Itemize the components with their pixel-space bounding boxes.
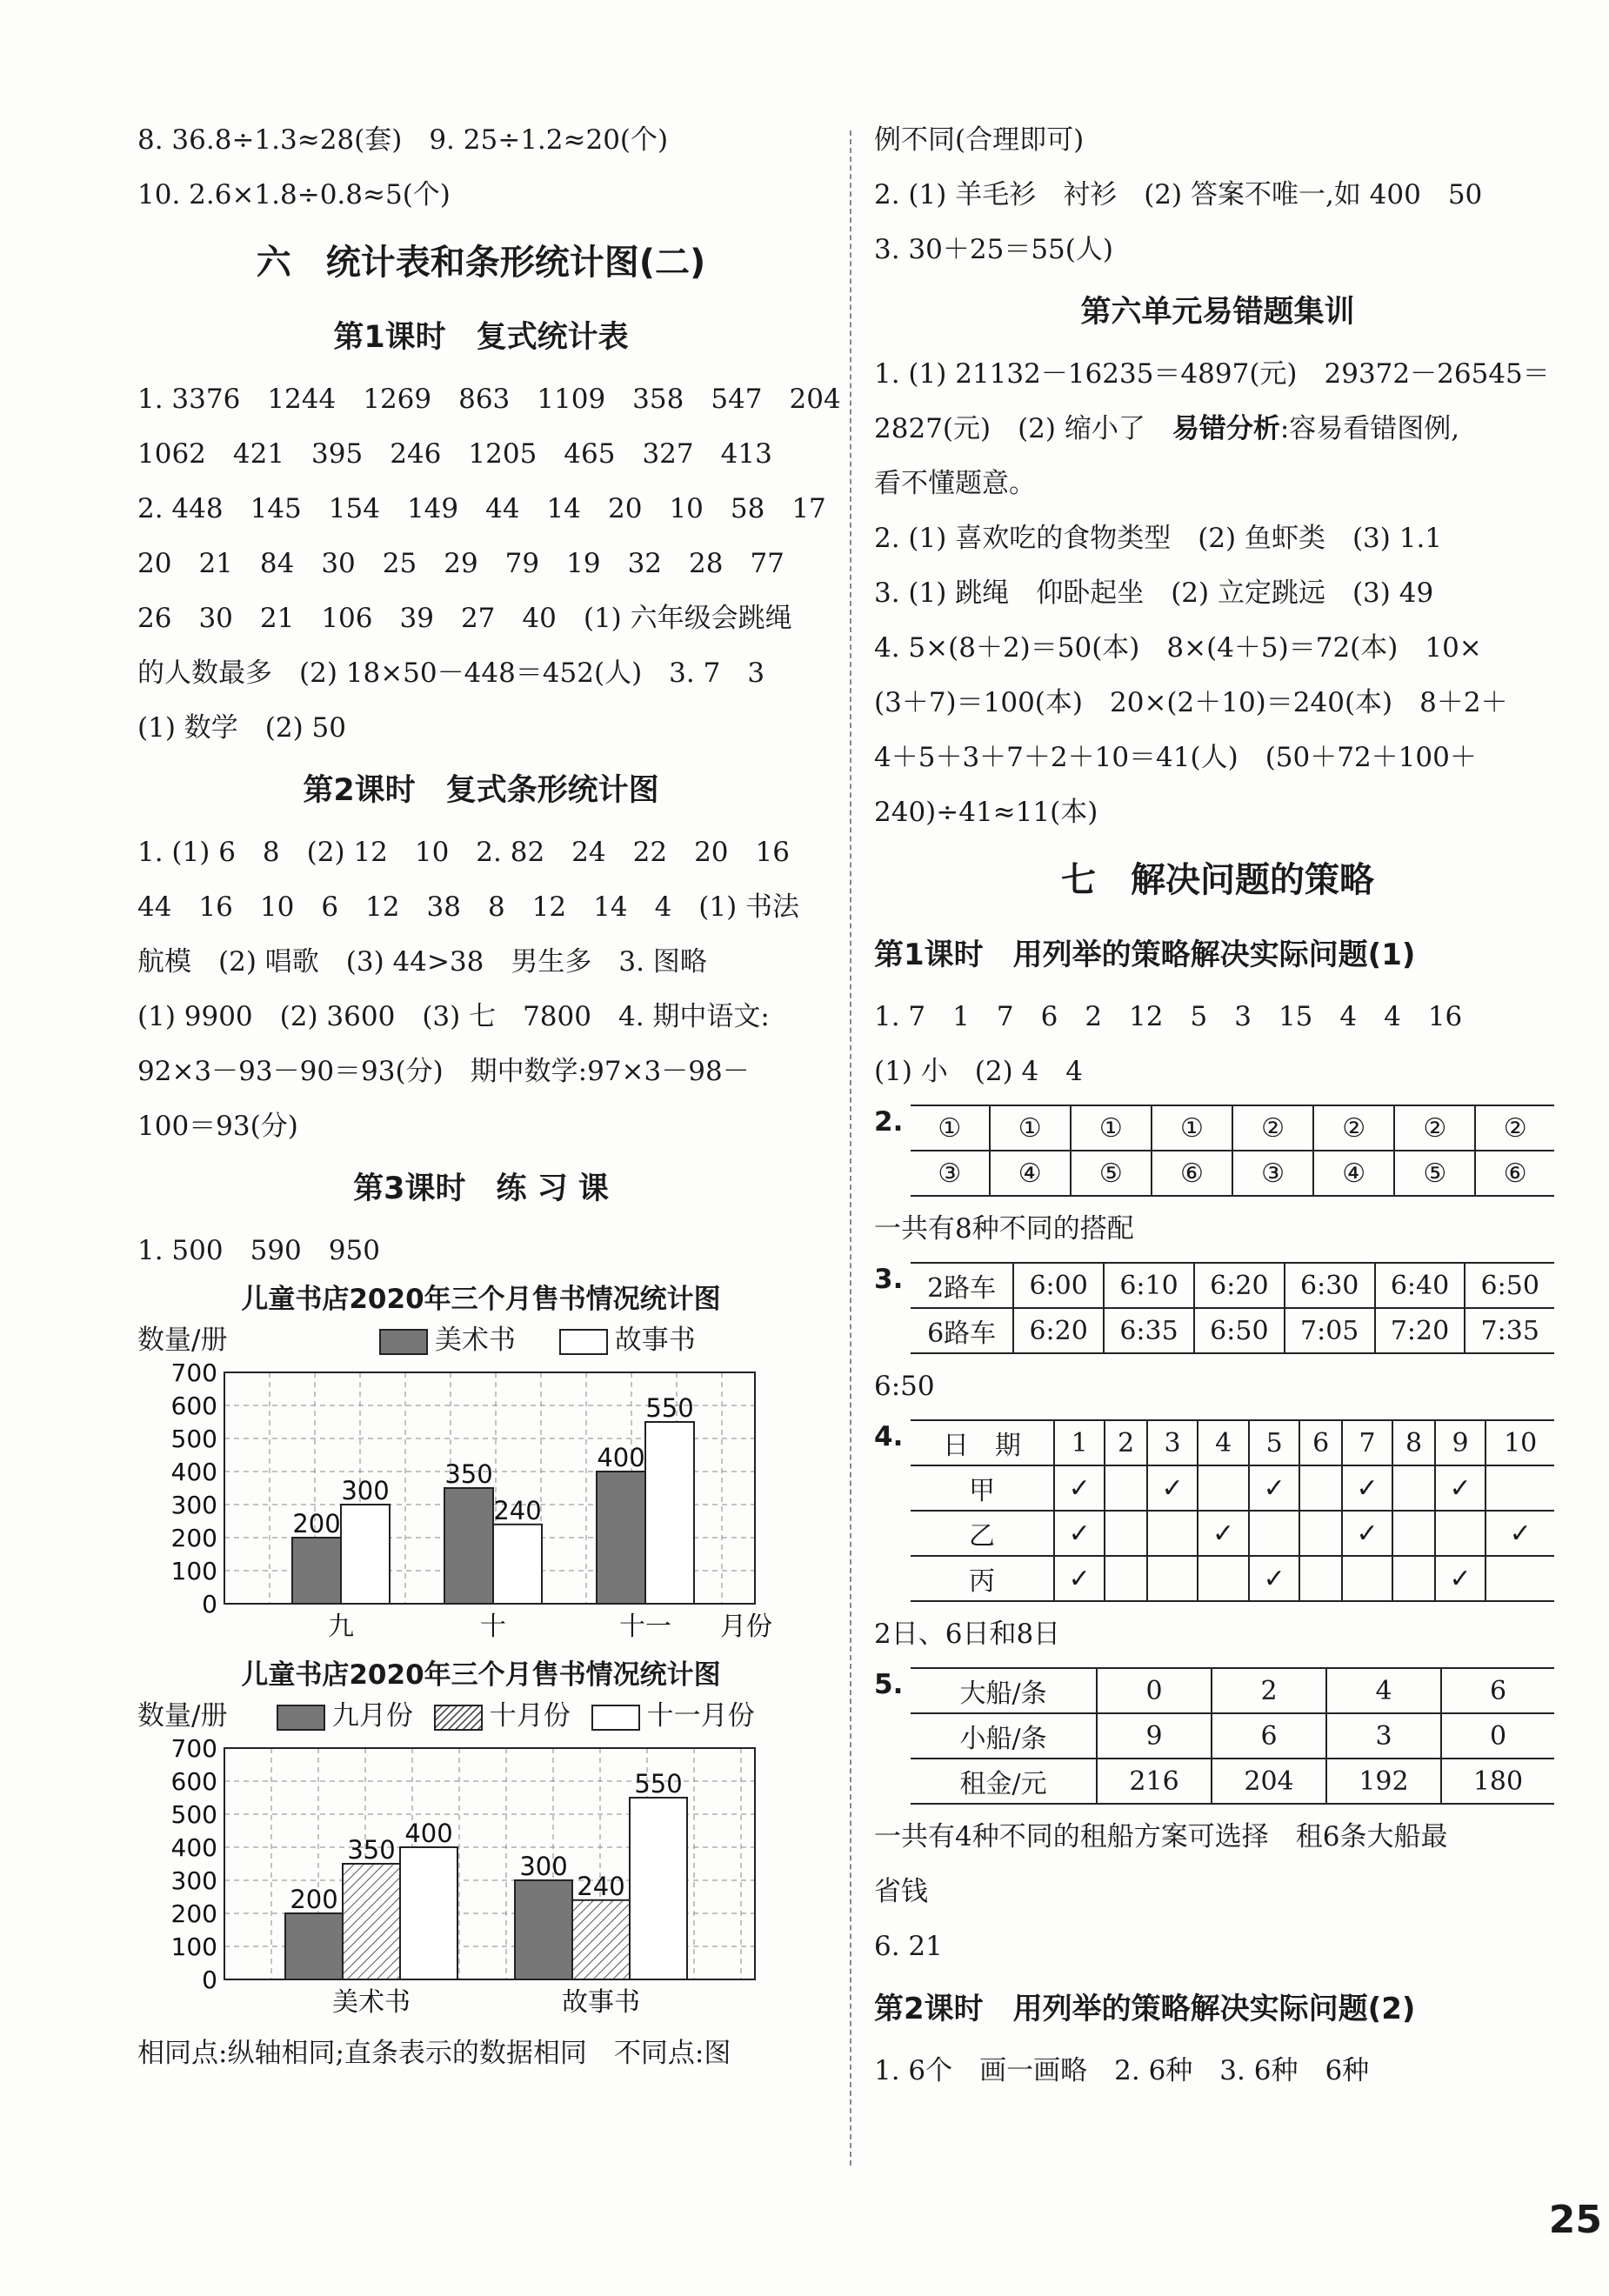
u7-lesson2-title: 第2课时 用列举的策略解决实际问题(2) — [874, 1992, 1416, 2026]
answer-line: (1) 小 (2) 4 4 — [874, 1056, 1083, 1087]
table-cell: 日 期 — [911, 1420, 1054, 1465]
table-cell: 9 — [1435, 1420, 1486, 1465]
table-cell: ✓ — [1054, 1511, 1105, 1556]
bar — [645, 1422, 694, 1604]
table-cell: 甲 — [911, 1465, 1054, 1511]
table-row — [911, 1151, 1554, 1196]
legend-swatch — [559, 1329, 608, 1355]
table-cell: ✓ — [1249, 1556, 1300, 1601]
table-row — [911, 1668, 1554, 1713]
table-cell: 2路车 — [911, 1263, 1013, 1308]
table-cell — [1198, 1465, 1249, 1511]
question-number: 3. — [874, 1264, 904, 1295]
y-tick-label: 400 — [170, 1833, 217, 1862]
data-label: 200 — [292, 1509, 341, 1538]
question-number: 4. — [874, 1421, 904, 1452]
table-cell — [1299, 1465, 1341, 1511]
answer-line: 4＋5＋3＋7＋2＋10＝41(人) (50＋72＋100＋ — [874, 742, 1477, 773]
table-cell: ① — [1152, 1105, 1232, 1151]
table-cell: ② — [1394, 1105, 1475, 1151]
lesson1-title: 第1课时 复式统计表 — [333, 320, 629, 355]
data-label: 350 — [444, 1459, 493, 1489]
answer-text: 2827(元) (2) 缩小了 — [874, 413, 1172, 444]
y-tick-label: 600 — [170, 1767, 217, 1796]
table-cell: 2 — [1105, 1420, 1146, 1465]
table-row — [911, 1759, 1554, 1804]
y-tick-label: 0 — [202, 1590, 217, 1619]
y-tick-label: 200 — [170, 1899, 217, 1928]
chart1-legend — [137, 1320, 825, 1360]
legend-label: 十一月份 — [646, 1700, 755, 1732]
legend-label: 故事书 — [614, 1325, 696, 1356]
answer-line — [874, 402, 1561, 457]
answer-line: 一共有4种不同的租船方案可选择 租6条大船最 — [874, 1821, 1448, 1852]
answer-line: 6. 21 — [874, 1931, 943, 1962]
bar — [444, 1488, 493, 1604]
answer-line: (1) 9900 (2) 3600 (3) 七 7800 4. 期中语文: — [137, 1001, 770, 1032]
table-cell: 180 — [1441, 1759, 1554, 1804]
table-row — [911, 1420, 1554, 1465]
answer-line: 3. (1) 跳绳 仰卧起坐 (2) 立定跳远 (3) 49 — [874, 577, 1434, 609]
table-cell: ✓ — [1435, 1556, 1486, 1601]
table-cell: 9 — [1097, 1713, 1212, 1759]
answer-line: 1. (1) 6 8 (2) 12 10 2. 82 24 22 20 16 — [137, 837, 790, 868]
table-cell: 5 — [1249, 1420, 1300, 1465]
table-cell: ✓ — [1342, 1511, 1393, 1556]
unit7-title: 七 解决问题的策略 — [1061, 860, 1374, 900]
legend-swatch — [277, 1705, 325, 1731]
question-number: 2. — [874, 1106, 904, 1138]
table-cell: 7:05 — [1285, 1308, 1375, 1353]
table-cell: 3 — [1326, 1713, 1441, 1759]
table-cell — [1485, 1556, 1554, 1601]
y-tick-label: 400 — [170, 1458, 217, 1486]
answer-line: 240)÷41≈11(本) — [874, 797, 1098, 828]
data-label: 550 — [634, 1769, 683, 1799]
table-cell: 7 — [1342, 1420, 1393, 1465]
data-label: 240 — [577, 1871, 625, 1901]
table-cell — [1392, 1556, 1434, 1601]
table-cell: 丙 — [911, 1556, 1054, 1601]
q4-block — [874, 1419, 1561, 1602]
lesson3-title: 第3课时 练 习 课 — [353, 1171, 609, 1206]
q2-block — [874, 1105, 1561, 1197]
table-cell — [1299, 1556, 1341, 1601]
table-cell: ✓ — [1054, 1465, 1105, 1511]
q5-table — [911, 1667, 1554, 1805]
data-label: 300 — [341, 1476, 390, 1505]
table-cell: 4 — [1198, 1420, 1249, 1465]
table-cell: 6:20 — [1194, 1263, 1285, 1308]
chart2 — [137, 1736, 825, 2023]
data-label: 550 — [645, 1393, 694, 1423]
x-tick-label: 十 — [480, 1612, 506, 1642]
answer-line: 2日、6日和8日 — [874, 1619, 1061, 1650]
answer-line: 1. 7 1 7 6 2 12 5 3 15 4 4 16 — [874, 1001, 1463, 1032]
table-cell: ① — [990, 1105, 1071, 1151]
table-cell: 6:20 — [1013, 1308, 1104, 1353]
answer-line: 省钱 — [874, 1876, 928, 1907]
data-label: 240 — [493, 1495, 542, 1525]
legend-label: 十月份 — [489, 1700, 571, 1732]
y-tick-label: 200 — [170, 1524, 217, 1552]
data-label: 400 — [597, 1443, 645, 1472]
bar — [515, 1880, 572, 1979]
table-cell: 小船/条 — [911, 1713, 1097, 1759]
y-tick-label: 300 — [170, 1491, 217, 1519]
table-cell: 租金/元 — [911, 1759, 1097, 1804]
table-cell: 6 — [1299, 1420, 1341, 1465]
table-cell: 10 — [1485, 1420, 1554, 1465]
question-number: 5. — [874, 1669, 904, 1700]
table-cell: 6:00 — [1013, 1263, 1104, 1308]
table-row — [911, 1105, 1554, 1151]
answer-line: 1. 500 590 950 — [137, 1235, 380, 1266]
table-cell — [1105, 1465, 1146, 1511]
table-cell: ④ — [1313, 1151, 1394, 1196]
table-row — [911, 1556, 1554, 1601]
answer-line: 6:50 — [874, 1371, 935, 1402]
answer-line: (3＋7)＝100(本) 20×(2＋10)＝240(本) 8＋2＋ — [874, 687, 1508, 718]
table-cell: ④ — [990, 1151, 1071, 1196]
error-analysis-label: 易错分析 — [1172, 413, 1280, 444]
table-cell: 192 — [1326, 1759, 1441, 1804]
legend-swatch — [379, 1329, 428, 1355]
y-tick-label: 100 — [170, 1932, 217, 1961]
table-cell: ⑤ — [1071, 1151, 1152, 1196]
table-cell: 6:10 — [1104, 1263, 1194, 1308]
bar — [493, 1525, 542, 1604]
table-cell — [1342, 1556, 1393, 1601]
table-cell: 3 — [1147, 1420, 1198, 1465]
data-label: 350 — [347, 1835, 396, 1865]
chart1-title: 儿童书店2020年三个月售书情况统计图 — [241, 1284, 721, 1315]
y-tick-label: 0 — [202, 1966, 217, 1994]
y-tick-label: 500 — [170, 1425, 217, 1453]
answer-line: 3. 30＋25＝55(人) — [874, 234, 1113, 265]
table-cell: 6:50 — [1194, 1308, 1285, 1353]
right-column — [874, 113, 1561, 2099]
bar — [572, 1900, 630, 1979]
y-tick-label: 300 — [170, 1866, 217, 1895]
answer-line: 例不同(合理即可) — [874, 124, 1085, 156]
table-cell: ⑥ — [1475, 1151, 1554, 1196]
chart2-ylabel: 数量/册 — [137, 1700, 228, 1732]
legend-swatch — [591, 1705, 640, 1731]
q3-block — [874, 1262, 1561, 1354]
legend-label: 美术书 — [434, 1325, 516, 1356]
bar — [341, 1505, 390, 1604]
error-analysis-text: :容易看错图例, — [1279, 413, 1460, 444]
answer-line: 的人数最多 (2) 18×50－448＝452(人) 3. 7 3 — [137, 657, 765, 689]
x-tick-label: 美术书 — [332, 1987, 411, 2018]
bar — [285, 1913, 343, 1979]
table-row — [911, 1511, 1554, 1556]
table-cell: 6 — [1441, 1668, 1554, 1713]
data-label: 300 — [519, 1852, 568, 1881]
x-tick-label: 故事书 — [562, 1987, 640, 2018]
table-row — [911, 1465, 1554, 1511]
table-cell — [1105, 1511, 1146, 1556]
table-cell: 216 — [1097, 1759, 1212, 1804]
column-divider — [850, 130, 851, 2166]
chart1-ylabel: 数量/册 — [137, 1325, 228, 1356]
y-tick-label: 500 — [170, 1800, 217, 1829]
x-tick-label: 九 — [328, 1612, 354, 1642]
y-tick-label: 700 — [170, 1360, 217, 1387]
table-cell: 4 — [1326, 1668, 1441, 1713]
table-cell: 乙 — [911, 1511, 1054, 1556]
table-cell: 204 — [1212, 1759, 1326, 1804]
legend-swatch — [434, 1705, 483, 1731]
table-cell: ② — [1232, 1105, 1313, 1151]
answer-line: 1. 3376 1244 1269 863 1109 358 547 204 — [137, 384, 841, 415]
table-cell: 大船/条 — [911, 1668, 1097, 1713]
table-cell: 0 — [1097, 1668, 1212, 1713]
left-column — [137, 113, 841, 2081]
table-cell: ③ — [1232, 1151, 1313, 1196]
answer-line: 1. (1) 21132－16235＝4897(元) 29372－26545＝ — [874, 358, 1550, 390]
bar — [343, 1864, 400, 1979]
answer-line: 一共有8种不同的搭配 — [874, 1213, 1134, 1245]
answer-line: 1. 6个 画一画略 2. 6种 3. 6种 6种 — [874, 2055, 1370, 2086]
answer-line: 2. (1) 喜欢吃的食物类型 (2) 鱼虾类 (3) 1.1 — [874, 523, 1443, 554]
table-cell: 8 — [1392, 1420, 1434, 1465]
table-cell: ✓ — [1198, 1511, 1249, 1556]
table-cell — [1249, 1511, 1300, 1556]
y-tick-label: 600 — [170, 1392, 217, 1420]
data-label: 200 — [290, 1885, 338, 1914]
table-cell: 6:30 — [1285, 1263, 1375, 1308]
table-cell — [1147, 1511, 1198, 1556]
bar — [597, 1472, 645, 1604]
answer-line: 100＝93(分) — [137, 1111, 298, 1142]
answer-line: 2. (1) 羊毛衫 衬衫 (2) 答案不唯一,如 400 50 — [874, 179, 1483, 210]
x-tick-label: 十一 — [619, 1612, 671, 1642]
data-label: 400 — [404, 1819, 453, 1848]
answer-line: 20 21 84 30 25 29 79 19 32 28 77 — [137, 548, 784, 579]
table-cell: 0 — [1441, 1713, 1554, 1759]
table-row — [911, 1308, 1554, 1353]
u7-lesson1-title: 第1课时 用列举的策略解决实际问题(1) — [874, 938, 1416, 972]
chart2-title: 儿童书店2020年三个月售书情况统计图 — [241, 1659, 721, 1691]
answer-line: 2. 448 145 154 149 44 14 20 10 58 17 — [137, 493, 826, 524]
answer-line: (1) 数学 (2) 50 — [137, 712, 346, 744]
unit6-title: 六 统计表和条形统计图(二) — [256, 243, 706, 283]
x-axis-label: 月份 — [720, 1612, 772, 1642]
table-cell: ① — [911, 1105, 990, 1151]
table-cell — [1392, 1465, 1434, 1511]
table-cell: ✓ — [1435, 1465, 1486, 1511]
table-cell — [1198, 1556, 1249, 1601]
q5-block — [874, 1667, 1561, 1805]
table-cell: 6:40 — [1375, 1263, 1465, 1308]
answer-line: 航模 (2) 唱歌 (3) 44>38 男生多 3. 图略 — [137, 946, 707, 978]
table-cell — [1105, 1556, 1146, 1601]
q3-table — [911, 1262, 1554, 1354]
table-cell: ② — [1313, 1105, 1394, 1151]
review-title: 第六单元易错题集训 — [1080, 295, 1355, 330]
chart2-legend — [137, 1696, 825, 1736]
table-cell — [1435, 1511, 1486, 1556]
lesson2-title: 第2课时 复式条形统计图 — [303, 773, 659, 808]
y-tick-label: 100 — [170, 1557, 217, 1585]
q4-table — [911, 1419, 1554, 1602]
answer-line: 1062 421 395 246 1205 465 327 413 — [137, 438, 772, 470]
table-cell — [1485, 1465, 1554, 1511]
answer-line: 8. 36.8÷1.3≈28(套) 9. 25÷1.2≈20(个) — [137, 124, 669, 156]
bar — [292, 1538, 341, 1604]
answer-line: 4. 5×(8＋2)＝50(本) 8×(4＋5)＝72(本) 10× — [874, 632, 1482, 664]
table-cell: ✓ — [1054, 1556, 1105, 1601]
bar — [400, 1847, 457, 1979]
answer-line: 44 16 10 6 12 38 8 12 14 4 (1) 书法 — [137, 891, 800, 923]
table-cell — [1392, 1511, 1434, 1556]
table-cell: 7:35 — [1465, 1308, 1554, 1353]
page-number: 25 — [1548, 2198, 1602, 2242]
bar — [630, 1798, 687, 1979]
answer-line: 看不懂题意。 — [874, 468, 1036, 499]
table-cell: ✓ — [1485, 1511, 1554, 1556]
table-row — [911, 1713, 1554, 1759]
answer-line: 相同点:纵轴相同;直条表示的数据相同 不同点:图 — [137, 2038, 731, 2069]
table-cell: ③ — [911, 1151, 990, 1196]
y-tick-label: 700 — [170, 1736, 217, 1763]
answer-line: 26 30 21 106 39 27 40 (1) 六年级会跳绳 — [137, 603, 792, 634]
table-cell: 6 — [1212, 1713, 1326, 1759]
table-cell: 1 — [1054, 1420, 1105, 1465]
answer-line: 10. 2.6×1.8÷0.8≈5(个) — [137, 179, 451, 210]
table-cell: ② — [1475, 1105, 1554, 1151]
answer-line: 92×3－93－90＝93(分) 期中数学:97×3－98－ — [137, 1056, 750, 1087]
table-cell: ① — [1071, 1105, 1152, 1151]
q2-table — [911, 1105, 1554, 1197]
table-cell: ⑥ — [1152, 1151, 1232, 1196]
table-cell: 6:50 — [1465, 1263, 1554, 1308]
table-cell: ✓ — [1342, 1465, 1393, 1511]
table-cell: ✓ — [1249, 1465, 1300, 1511]
table-cell: 6:35 — [1104, 1308, 1194, 1353]
chart1 — [137, 1360, 825, 1647]
table-cell: ⑤ — [1394, 1151, 1475, 1196]
table-cell — [1299, 1511, 1341, 1556]
table-cell: 7:20 — [1375, 1308, 1465, 1353]
legend-label: 九月份 — [331, 1700, 413, 1732]
table-cell: 2 — [1212, 1668, 1326, 1713]
table-cell: 6路车 — [911, 1308, 1013, 1353]
table-cell: ✓ — [1147, 1465, 1198, 1511]
table-cell — [1147, 1556, 1198, 1601]
table-row — [911, 1263, 1554, 1308]
